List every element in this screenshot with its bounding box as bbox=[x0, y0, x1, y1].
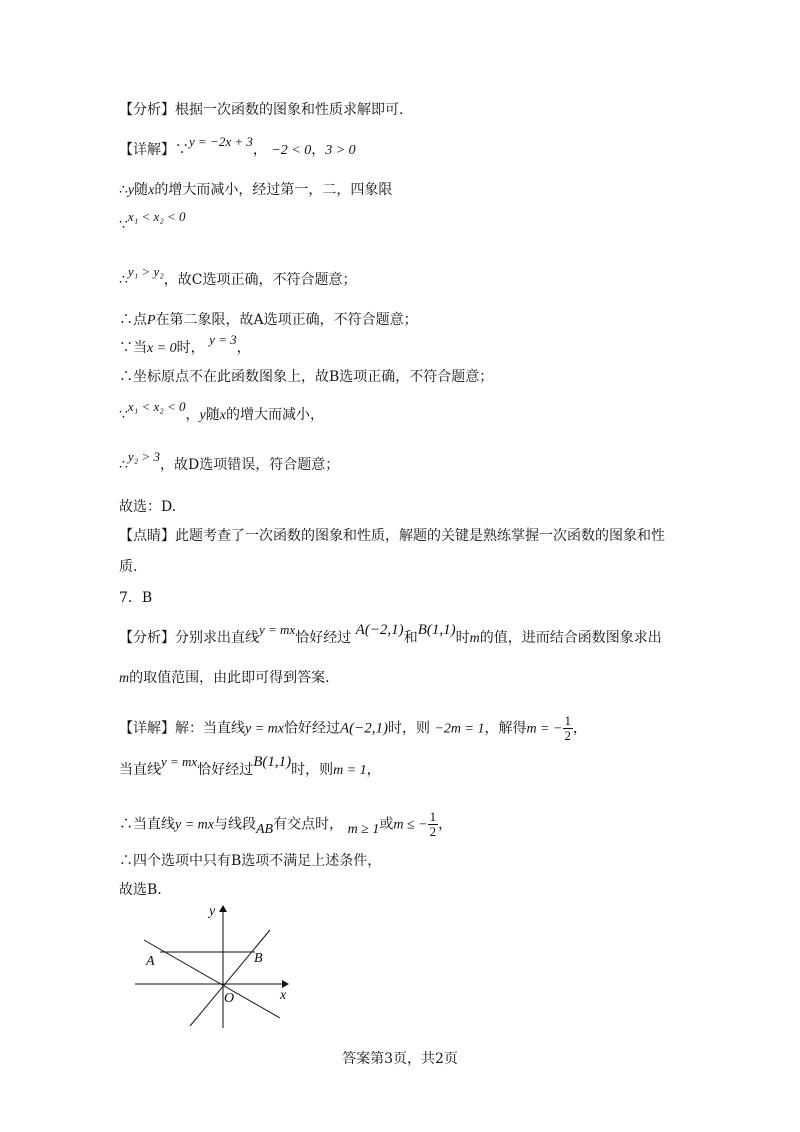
y-axis-label: y bbox=[209, 904, 216, 919]
point-label: A(−2,1) bbox=[355, 622, 404, 638]
q7-choose: 故选B. bbox=[119, 882, 162, 898]
x-axis-label: x bbox=[280, 988, 287, 1003]
equation: m = 1 bbox=[333, 763, 367, 778]
equation: y = mx bbox=[175, 817, 214, 833]
q6-line-3: ∵x₁ < x₂ < 0 bbox=[119, 209, 186, 233]
point-b-label: B bbox=[254, 951, 263, 966]
equation: y = mx bbox=[259, 622, 296, 637]
equation: m ≥ 1 bbox=[347, 821, 380, 837]
q6-comment-cont: 质. bbox=[119, 559, 138, 575]
origin-label: O bbox=[224, 991, 235, 1006]
q6-analysis: 【分析】根据一次函数的图象和性质求解即可. bbox=[119, 102, 404, 118]
q7-analysis: 【分析】分别求出直线y = mx恰好经过 A(−2,1)和B(1,1)时m的值，进而结合函数图象求出 bbox=[119, 622, 662, 646]
equation: x = 0 bbox=[147, 341, 177, 356]
q6-choose: 故选：D. bbox=[119, 499, 177, 515]
q6-line-6: ∵当x = 0时， y = 3， bbox=[119, 332, 251, 356]
q6-line-2: ∴y随x的增大而减小，经过第一，二，四象限 bbox=[119, 182, 393, 198]
equation: 3 > 0 bbox=[325, 143, 356, 158]
equation: y = −2x + 3 bbox=[189, 134, 253, 149]
equation: y₁ > y₂ bbox=[127, 264, 164, 279]
equation: m ≤ − bbox=[393, 817, 428, 833]
equation: x₁ < x₂ < 0 bbox=[127, 209, 186, 224]
equation: −2 < 0 bbox=[271, 143, 312, 158]
q6-line-9: ∴y₂ > 3，故D选项错误，符合题意； bbox=[119, 449, 340, 473]
q6-line-5: ∴点P在第二象限，故A选项正确，不符合题意； bbox=[119, 312, 418, 328]
page-footer: 答案第3页，共2页 bbox=[342, 1051, 458, 1067]
equation: y = mx bbox=[245, 721, 284, 737]
q7-detail-4: ∴四个选项中只有B选项不满足上述条件， bbox=[119, 853, 382, 869]
q7-detail-3: ∴当直线y = mx与线段AB有交点时， m ≥ 1或m ≤ − $\frac{1}{2}$ ， bbox=[119, 809, 453, 839]
point-label: B(1,1) bbox=[253, 754, 292, 770]
fraction: $\frac{1}{2}$ bbox=[564, 713, 572, 743]
equation: x₁ < x₂ < 0 bbox=[127, 399, 186, 414]
q7-analysis-cont: m的取值范围，由此即可得到答案. bbox=[119, 670, 330, 686]
coordinate-figure bbox=[130, 900, 300, 1030]
q7-detail-1: 【详解】解：当直线y = mx恰好经过A(−2,1)时，则 −2m = 1，解得m = − $\frac{1}{2}$ ， bbox=[119, 713, 588, 743]
equation: m = − bbox=[526, 721, 563, 737]
equation: y₂ > 3 bbox=[127, 449, 160, 464]
q6-line-8: ∵x₁ < x₂ < 0，y随x的增大而减小， bbox=[119, 399, 324, 423]
point-label: B(1,1) bbox=[417, 622, 456, 638]
fraction: $\frac{1}{2}$ bbox=[429, 809, 437, 839]
line-through-b bbox=[190, 930, 270, 1026]
equation: y = mx bbox=[161, 754, 198, 769]
q6-detail-line: 【详解】∵y = −2x + 3， −2 < 0，3 > 0 bbox=[119, 134, 356, 158]
point-a-label: A bbox=[146, 954, 155, 969]
equation: y = 3 bbox=[209, 332, 237, 347]
q7-number: 7．B bbox=[119, 590, 153, 606]
q6-line-7: ∴坐标原点不在此函数图象上，故B选项正确，不符合题意； bbox=[119, 369, 494, 385]
q7-detail-2: 当直线y = mx恰好经过B(1,1)时，则m = 1， bbox=[119, 754, 381, 778]
point-label: A(−2,1) bbox=[340, 720, 389, 737]
equation: −2m = 1 bbox=[434, 721, 485, 737]
q6-comment: 【点睛】此题考查了一次函数的图象和性质，解题的关键是熟练掌握一次函数的图象和性 bbox=[119, 528, 665, 544]
q6-line-4: ∴y₁ > y₂，故C选项正确，不符合题意； bbox=[119, 264, 357, 288]
